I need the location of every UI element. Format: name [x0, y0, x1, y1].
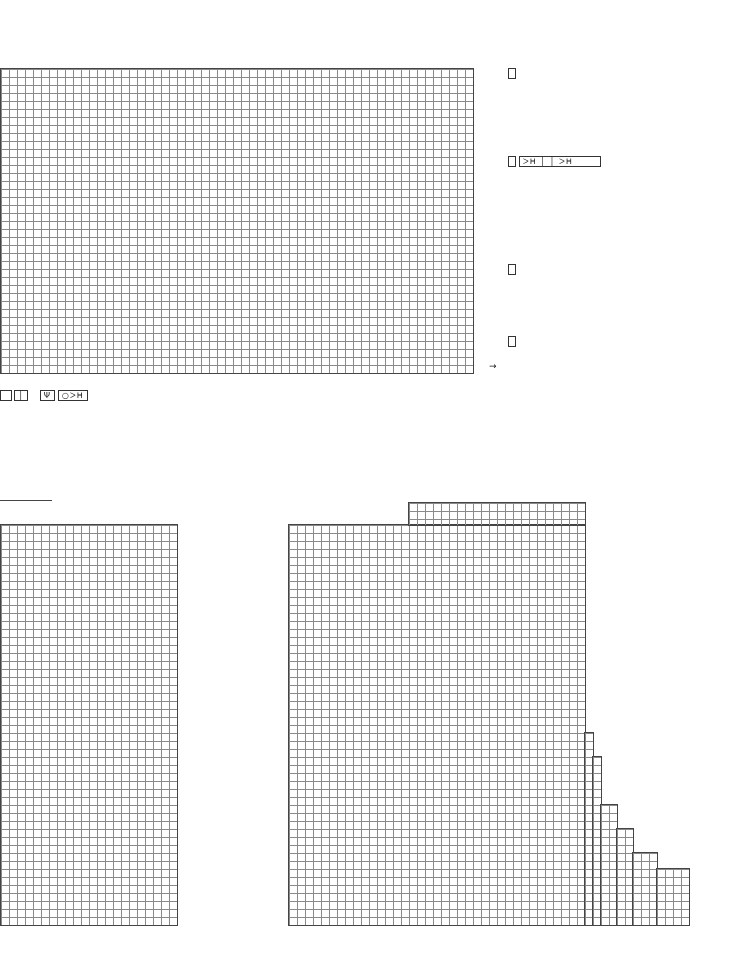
decrease-key-box: ○ᐳᕼ [58, 390, 88, 401]
pattern-chart-right-lower [288, 524, 586, 926]
legend-1 [508, 68, 748, 81]
legend-2 [508, 156, 748, 169]
pattern-chart-left-lower [0, 524, 178, 926]
legend-2-key-expanded: ᐳᕼ │ │ ᐳᕼ [519, 156, 601, 167]
legend-2-key [508, 156, 516, 167]
left-neck-cutout [0, 500, 52, 525]
armhole-step-6 [656, 868, 690, 926]
decrease-key: Ψ [40, 390, 55, 401]
legend-4 [508, 336, 748, 349]
legend-4-key [508, 336, 516, 347]
legend-3 [508, 264, 748, 277]
right-shoulder-block [408, 502, 586, 526]
left-top-edge [0, 500, 52, 501]
legend-1-key [508, 68, 516, 79]
armhole-step-5 [632, 852, 658, 926]
knit-key [0, 390, 88, 401]
knit-key-box: │ [14, 390, 28, 401]
legend-3-key [508, 264, 516, 275]
row-1-arrow: → [489, 362, 497, 372]
knit-key-blank [0, 390, 12, 401]
pattern-chart-top [0, 68, 474, 374]
